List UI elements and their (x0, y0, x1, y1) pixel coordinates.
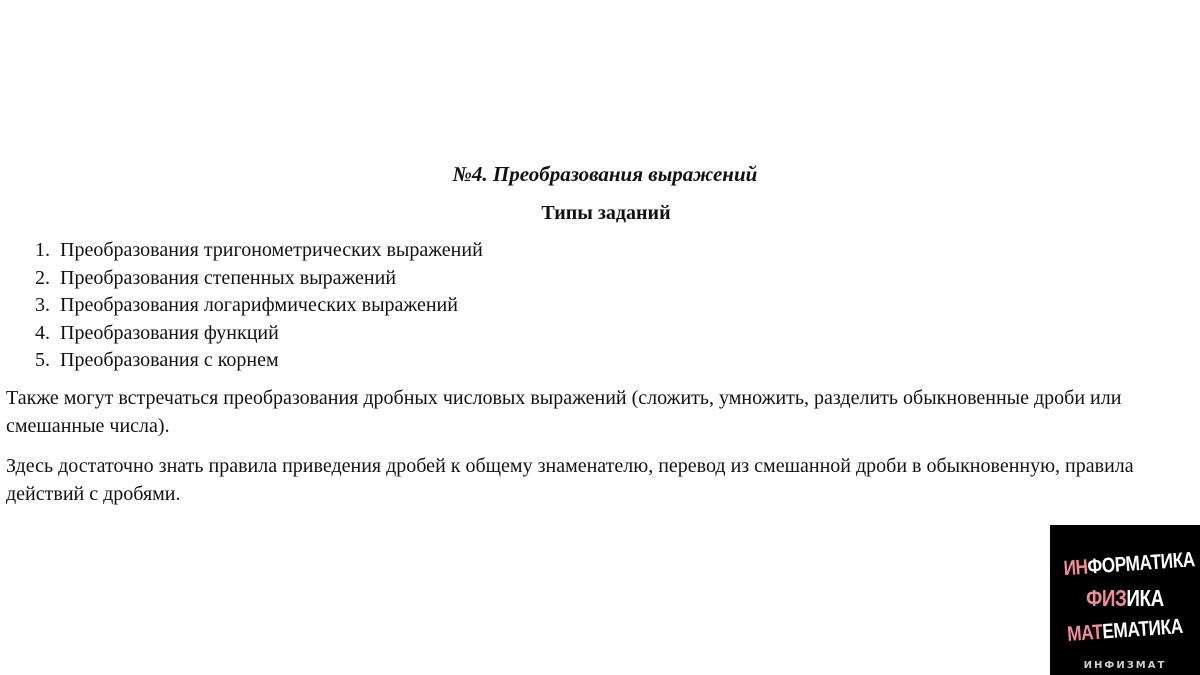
infizmat-logo (1050, 525, 1200, 675)
list-number: 2. (35, 266, 50, 289)
page-title: №4. Преобразования выражений (452, 162, 758, 186)
list-item (0, 320, 483, 348)
paragraph-rules: Здесь достаточно знать правила приведения дробей к общему знаменателю, перевод из смешанной дроби в обыкновенную, правила действий с дробями. (6, 455, 1134, 505)
list-item-text: Преобразования тригонометрических выражений (60, 239, 483, 261)
list-number: 4. (35, 321, 50, 344)
section-subtitle: Типы заданий (541, 202, 671, 224)
logo-line-informatika: ИНФОРМАТИКА (1062, 548, 1196, 581)
logo-footer-text: ИНФИЗМАТ (1083, 660, 1167, 671)
list-number: 1. (35, 239, 50, 261)
list-item (0, 347, 483, 375)
list-item (0, 292, 483, 320)
logo-line-fizika: ФИЗИКА (1086, 585, 1164, 611)
list-item-text: Преобразования с корнем (60, 349, 279, 371)
list-number: 3. (35, 294, 50, 316)
list-item-text: Преобразования степенных выражений (60, 266, 397, 289)
task-types-list (0, 237, 483, 375)
list-item (0, 265, 483, 293)
paragraph-fractions: Также могут встречаться преобразования дробных числовых выражений (сложить, умножить, разделить обыкновенные дроби или смешанные числа). (6, 387, 1122, 437)
list-item-text: Преобразования логарифмических выражений (60, 294, 458, 316)
logo-line-matematika: МАТЕМАТИКА (1066, 614, 1184, 647)
list-number: 5. (35, 349, 50, 371)
list-item-text: Преобразования функций (60, 321, 279, 344)
list-item (0, 237, 483, 265)
